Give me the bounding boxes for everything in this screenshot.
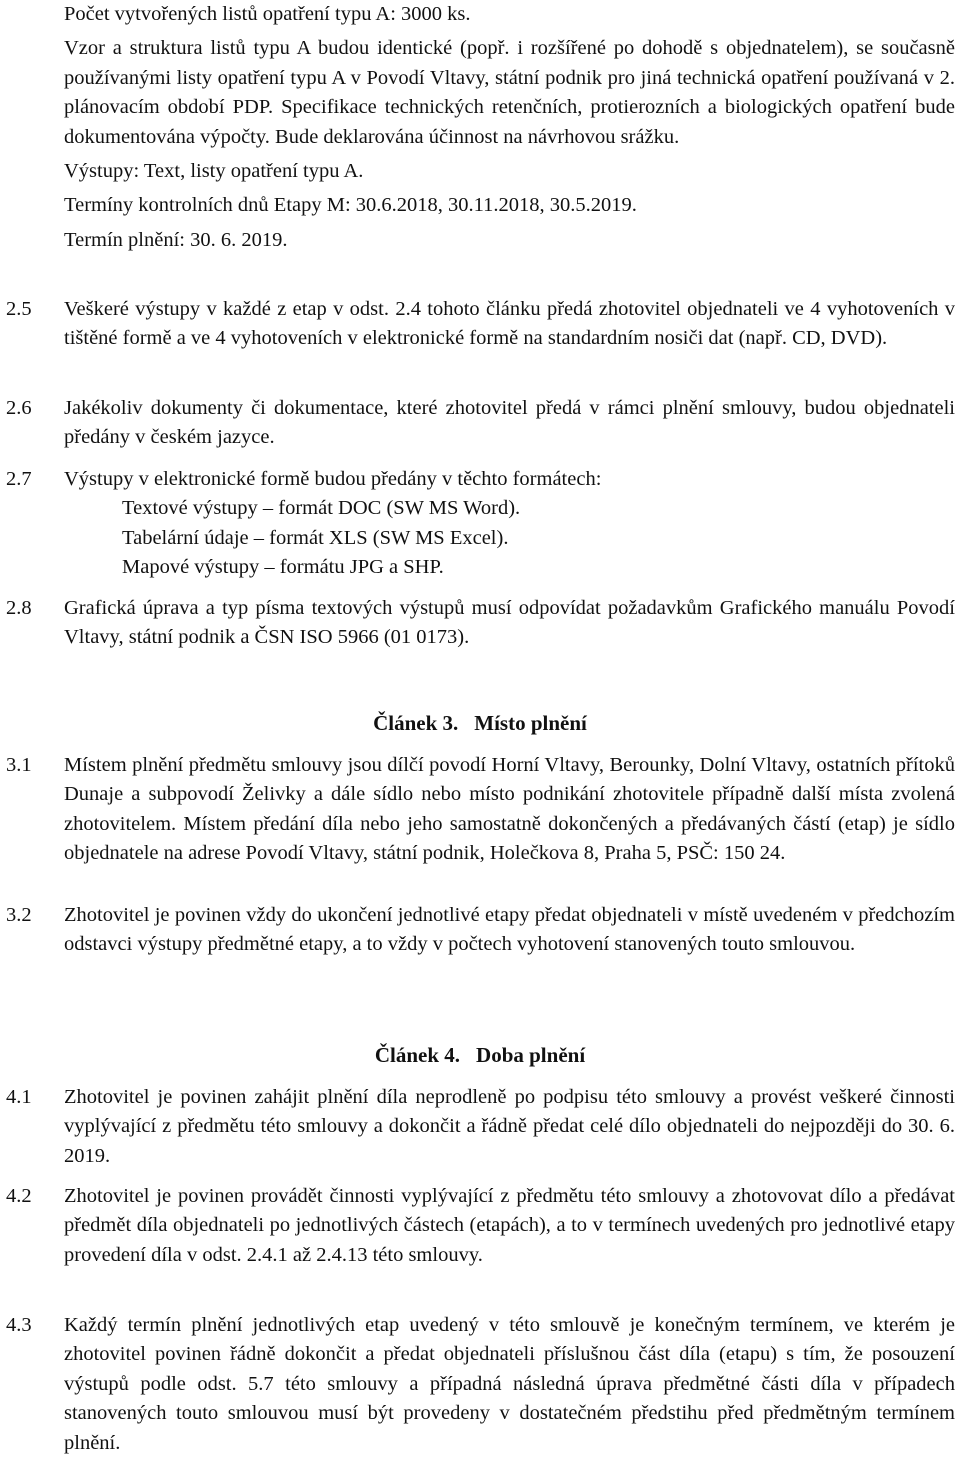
intro-outputs: Výstupy: Text, listy opatření typu A. — [64, 160, 364, 183]
section-text: Grafická úprava a typ písma textových výstupů musí odpovídat požadavkům Grafického manuálu Povodí Vltavy, státní podnik a ČSN ISO 5966 (01 0173). — [64, 597, 955, 649]
section-number: 3.2 — [6, 904, 32, 926]
section-2-8 — [64, 594, 955, 653]
section-text: Výstupy v elektronické formě budou předány v těchto formátech: — [64, 468, 602, 490]
section-number: 2.6 — [6, 397, 32, 419]
intro-deadline: Termín plnění: 30. 6. 2019. — [64, 228, 288, 251]
article-label: Článek 4. — [374, 1043, 461, 1067]
intro-checkpoints: Termíny kontrolních dnů Etapy M: 30.6.2018, 30.11.2018, 30.5.2019. — [64, 194, 637, 217]
section-text: Zhotovitel je povinen zahájit plnění díla neprodleně po podpisu této smlouvy a provést veškeré činnosti vyplývající z předmětu této smlouvy a dokončit a řádně předat celé dílo objednateli do nejpozději do 30. 6. 2019. — [64, 1086, 955, 1167]
section-text: Zhotovitel je povinen provádět činnosti vyplývající z předmětu této smlouvy a zhotovovat dílo a předávat předmět díla objednateli po jednotlivých částech (etapách), a to v termínech uvedených pro jednotlivé etapy provedení díla v odst. 2.4.1 až 2.4.13 této smlouvy. — [64, 1185, 955, 1266]
section-number: 4.2 — [6, 1185, 32, 1207]
section-number: 2.7 — [6, 468, 32, 490]
section-number: 3.1 — [6, 754, 32, 776]
section-4-2 — [64, 1182, 955, 1270]
section-text: Veškeré výstupy v každé z etap v odst. 2.4 tohoto článku předá zhotovitel objednateli ve 4 vyhotoveních v tištěné formě a ve 4 vyhotoveních v elektronické formě na standardním nosiči dat (např. CD, DVD). — [64, 298, 955, 350]
section-text: Zhotovitel je povinen vždy do ukončení jednotlivé etapy předat objednateli v místě uvedeném v předchozím odstavci výstupy předmětné etapy, a to vždy v počtech vyhotovení stanovených touto smlouvou. — [64, 904, 955, 956]
section-3-2 — [64, 901, 955, 960]
section-number: 2.8 — [6, 597, 32, 619]
article-title: Doba plnění — [476, 1043, 586, 1067]
section-text: Každý termín plnění jednotlivých etap uvedený v této smlouvě je konečným termínem, ve kterém je zhotovitel povinen řádně dokončit a předat objednateli příslušnou část díla (etapu) s tím, že posouzení výstupů podle odst. 5.7 této smlouvy a případná následná úprava předmětné části díla v případech stanovených touto smlouvou musí být provedeny v dostatečném předstihu před předmětným termínem plnění. — [64, 1314, 955, 1454]
section-text: Místem plnění předmětu smlouvy jsou dílčí povodí Horní Vltavy, Berounky, Dolní Vltavy, ostatních přítoků Dunaje a subpovodí Želivky a dále sídlo nebo místo podnikání zhotovitele případně další místa zvolená zhotovitelem. Místem předání díla nebo jeho samostatně dokončených a předávaných částí (etap) je sídlo objednatele na adrese Povodí Vltavy, státní podnik, Holečkova 8, Praha 5, PSČ: 150 24. — [64, 754, 955, 865]
section-2-5 — [64, 295, 955, 354]
section-text: Jakékoliv dokumenty či dokumentace, které zhotovitel předá v rámci plnění smlouvy, budou objednateli předány v českém jazyce. — [64, 397, 955, 449]
section-4-3 — [64, 1311, 955, 1458]
section-2-7 — [64, 465, 955, 583]
intro-count: Počet vytvořených listů opatření typu A: 3000 ks. — [64, 3, 471, 25]
format-item-xls: Tabelární údaje – formát XLS (SW MS Excel). — [122, 526, 509, 549]
section-number: 2.5 — [6, 298, 32, 320]
intro-spec: Vzor a struktura listů typu A budou identické (popř. i rozšířené po dohodě s objednatelem), se současně používanými listy opatření typu A v Povodí Vltavy, státní podnik pro jiná technická opatření používaná v 2. plánovacím období PDP. Specifikace technických retenčních, protierozních a biologických opatření bude dokumentována výpočty. Bude deklarována účinnost na návrhovou srážku. — [64, 37, 955, 148]
article-label: Článek 3. — [373, 711, 459, 735]
article-4-heading — [0, 1041, 960, 1070]
intro-block — [64, 0, 955, 255]
format-item-map: Mapové výstupy – formátu JPG a SHP. — [122, 556, 444, 579]
section-4-1 — [64, 1083, 955, 1171]
article-3-heading — [0, 709, 960, 738]
section-3-1 — [64, 751, 955, 869]
article-title: Místo plnění — [474, 711, 587, 735]
section-2-6 — [64, 394, 955, 453]
section-number: 4.3 — [6, 1314, 32, 1336]
format-item-doc: Textové výstupy – formát DOC (SW MS Word). — [122, 497, 521, 520]
section-number: 4.1 — [6, 1086, 32, 1108]
